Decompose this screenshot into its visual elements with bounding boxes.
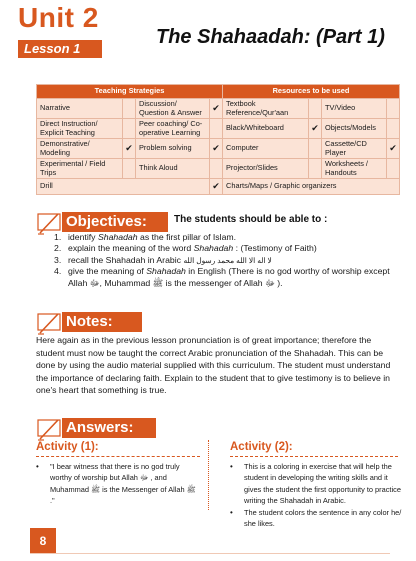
table-cell: Computer [223, 139, 309, 159]
answers-header [36, 418, 166, 438]
notes-text: Here again as in the previous lesson pronunciation is of great importance; therefore the student must now be taught the correct Arabic pronunciation of the Shahadah. This can be done by using the audio material supplied with this curriculum. The student must understand the importance of declaring faith. Explain to the student that to give testimony is to believe in one's heart that something is true. [36, 335, 391, 396]
activity-1-list [36, 461, 202, 507]
table-cell: Peer coaching/ Co-operative Learning [136, 119, 210, 139]
list-item: • This is a coloring in exercise that will help the student in developing the writing skills and it gives the student the first opportunity to practice writing the Shahadah in Arabic. [230, 461, 402, 507]
check-cell: ✔ [210, 99, 223, 119]
list-item: • The student colors the sentence in any color he/ she likes. [230, 507, 402, 530]
check-cell [387, 119, 400, 139]
lesson-label: Lesson 1 [24, 41, 81, 56]
table-row [37, 119, 400, 139]
table-cell: Demonstrative/ Modeling [37, 139, 123, 159]
answers-title: Answers: [66, 419, 134, 436]
strategies-table [36, 84, 400, 195]
activity-1-heading: Activity (1): [36, 441, 99, 453]
check-cell [387, 159, 400, 179]
objectives-title: Objectives: [66, 213, 147, 230]
activity-2-list [230, 461, 402, 529]
table-row [37, 139, 400, 159]
table-cell: Problem solving [136, 139, 210, 159]
objectives-lead: The students should be able to : [174, 214, 328, 225]
check-cell: ✔ [123, 139, 136, 159]
check-cell [210, 159, 223, 179]
check-cell [309, 99, 322, 119]
check-cell: ✔ [387, 139, 400, 159]
table-row [37, 179, 400, 195]
column-divider [208, 440, 209, 510]
unit-badge [0, 0, 104, 62]
pen-icon [36, 306, 64, 336]
table-cell: Drill [37, 179, 210, 195]
table-cell: Narrative [37, 99, 123, 119]
table-cell: Direct Instruction/ Explicit Teaching [37, 119, 123, 139]
list-item: 2. explain the meaning of the word Shahadah : (Testimony of Faith) [54, 243, 317, 254]
page-number: 8 [30, 528, 56, 554]
notes-title: Notes: [66, 313, 113, 330]
check-cell: ✔ [309, 119, 322, 139]
arabic-shahadah: لا اله الا الله محمد رسول الله [183, 255, 272, 265]
check-cell [123, 159, 136, 179]
table-cell: Textbook Reference/Qur'aan [223, 99, 309, 119]
objectives-header [36, 212, 176, 232]
check-cell: ✔ [210, 139, 223, 159]
unit-label: Unit 2 [18, 2, 99, 33]
check-cell [123, 99, 136, 119]
table-cell: Black/Whiteboard [223, 119, 309, 139]
table-cell: Discussion/ Question & Answer [136, 99, 210, 119]
check-cell [210, 119, 223, 139]
check-cell [123, 119, 136, 139]
table-cell: Projector/Slides [223, 159, 309, 179]
page-title: The Shahaadah: (Part 1) [156, 26, 385, 48]
table-cell: Objects/Models [322, 119, 387, 139]
check-cell [387, 99, 400, 119]
table-cell: Worksheets / Handouts [322, 159, 387, 179]
list-item: • "I bear witness that there is no god truly worthy of worship but Allah ﷻ , and Muhammad ﷺ is the Messenger of Allah ﷺ ." [36, 461, 202, 507]
header-teaching-strategies: Teaching Strategies [37, 85, 223, 99]
pen-icon [36, 412, 64, 442]
table-row [37, 159, 400, 179]
list-item: 1. identify Shahadah as the first pillar of Islam. [54, 232, 237, 242]
list-item: 3. recall the Shahadah in Arabic لا اله الا الله محمد رسول الله [54, 254, 272, 265]
footer-rule [30, 553, 390, 554]
notes-header [36, 312, 156, 332]
activity-2-rule [230, 456, 398, 457]
table-cell: Charts/Maps / Graphic organizers [223, 179, 400, 195]
activity-2-heading: Activity (2): [230, 441, 293, 453]
check-cell [309, 139, 322, 159]
table-cell: Think Aloud [136, 159, 210, 179]
table-row [37, 99, 400, 119]
list-item: 4. give the meaning of Shahadah in English (There is no god worthy of worship except Allah ﷻ, Muhammad ﷺ is the messenger of Allah ﷻ ). [54, 266, 390, 288]
activity-1-rule [36, 456, 200, 457]
table-cell: Experimental / Field Trips [37, 159, 123, 179]
table-cell: Cassette/CD Player [322, 139, 387, 159]
check-cell [309, 159, 322, 179]
table-cell: TV/Video [322, 99, 387, 119]
check-cell: ✔ [210, 179, 223, 195]
header-resources: Resources to be used [223, 85, 400, 99]
objectives-list [54, 232, 404, 289]
